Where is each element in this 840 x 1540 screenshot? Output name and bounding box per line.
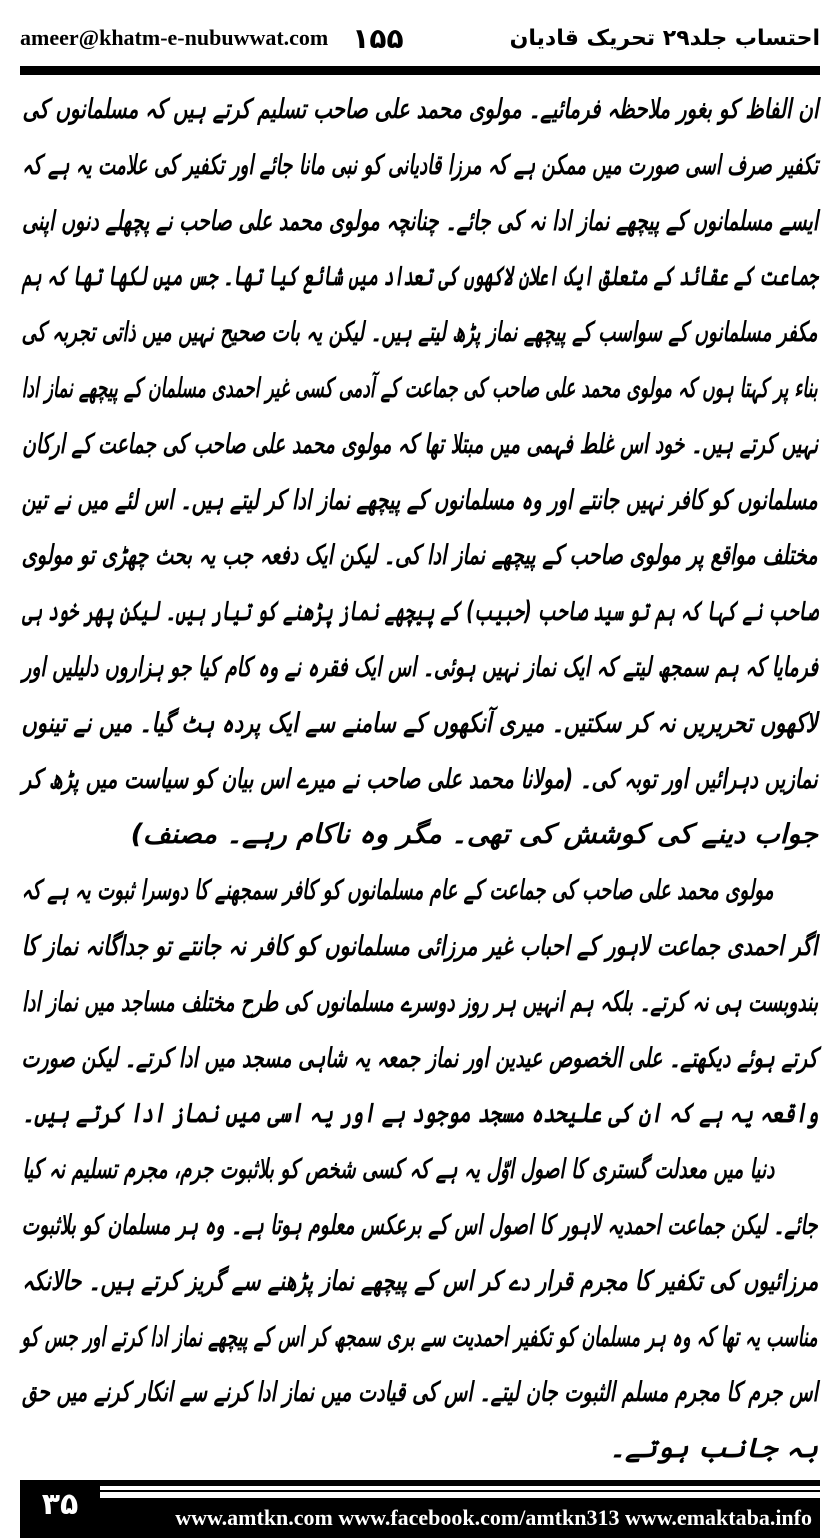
text-line bbox=[22, 1421, 818, 1477]
line-text: نہیں کرتے ہیں۔ خود اس غلط فہمی میں مبتلا تھا کہ مولوی محمد علی صاحب کی جماعت کے ارکان bbox=[22, 428, 818, 460]
line-text: لاکھوں تحریریں نہ کر سکتیں۔ میری آنکھوں کے سامنے سے ایک پردہ ہٹ گیا۔ میں نے تینوں bbox=[21, 707, 818, 739]
header-rule bbox=[20, 66, 820, 75]
line-text: فرمایا کہ ہم سمجھ لیتے کہ ایک نماز نہیں ہوئی۔ اس ایک فقرہ نے وہ کام کیا جو ہزاروں دلیلیں اور bbox=[22, 651, 818, 683]
text-line bbox=[22, 584, 818, 640]
page-header bbox=[20, 18, 820, 58]
text-line bbox=[22, 361, 818, 417]
line-text: جواب دینے کی کوشش کی تھی۔ مگر وہ ناکام رہے۔ مصنف) bbox=[130, 819, 818, 851]
text-line bbox=[22, 82, 818, 138]
line-text: جماعت کے عقائد کے متعلق ایک اعلان لاکھوں کی تعداد میں شائع کیا تھا۔ جس میں لکھا تھا کہ ہم bbox=[21, 261, 818, 293]
text-line bbox=[22, 640, 818, 696]
paragraph-start bbox=[22, 863, 818, 919]
line-text: مکفر مسلمانوں کے سواسب کے پیچھے نماز پڑھ لیتے ہیں۔ لیکن یہ بات صحیح نہیں میں ذاتی تجربہ کی bbox=[22, 317, 818, 349]
text-line bbox=[22, 1198, 818, 1254]
text-line bbox=[22, 807, 818, 863]
text-line bbox=[22, 975, 818, 1031]
text-line bbox=[22, 696, 818, 752]
text-line bbox=[22, 1310, 818, 1366]
line-text: مولوی محمد علی صاحب کی جماعت کے عام مسلمانوں کو کافر سمجھنے کا دوسرا ثبوت یہ ہے کہ bbox=[22, 875, 774, 907]
line-text: واقعہ یہ ہے کہ ان کی علیحدہ مسجد موجود ہے اور یہ اسی میں نماز ادا کرتے ہیں۔ bbox=[22, 1098, 818, 1130]
text-line bbox=[22, 919, 818, 975]
line-text: کرتے ہوئے دیکھتے۔ علی الخصوص عیدین اور نماز جمعہ یہ شاہی مسجد میں ادا کرتے۔ لیکن صورت bbox=[21, 1042, 818, 1074]
text-line bbox=[22, 473, 818, 529]
text-line bbox=[22, 1254, 818, 1310]
line-text: مناسب یہ تھا کہ وہ ہر مسلمان کو تکفیر احمدیت سے بری سمجھ کر اس کے پیچھے نماز ادا کرتے اور جس کو bbox=[21, 1321, 818, 1353]
text-line bbox=[22, 138, 818, 194]
line-text: بہ جانب ہوتے۔ bbox=[609, 1433, 818, 1465]
text-line bbox=[22, 305, 818, 361]
line-text: بندوبست ہی نہ کرتے۔ بلکہ ہم انہیں ہر روز دوسرے مسلمانوں کی طرح مختلف مساجد میں نماز ادا bbox=[21, 986, 818, 1018]
text-line bbox=[22, 1365, 818, 1421]
email-address: ameer@khatm-e-nubuwwat.com bbox=[20, 25, 329, 50]
paragraph-start bbox=[22, 1142, 818, 1198]
line-text: نمازیں دہرائیں اور توبہ کی۔ (مولانا محمد علی صاحب نے میرے اس بیان کو سیاست میں پڑھ کر bbox=[22, 763, 818, 795]
line-text: مسلمانوں کو کافر نہیں جانتے اور وہ مسلمانوں کے پیچھے نماز ادا کر لیتے ہیں۔ اس لئے میں نے تین bbox=[21, 484, 818, 516]
footer-urls: www.amtkn.com www.facebook.com/amtkn313 www.emaktaba.info bbox=[100, 1498, 820, 1538]
text-line bbox=[22, 752, 818, 808]
line-text: صاحب نے کہا کہ ہم تو سید صاحب (حبیب) کے پیچھے نماز پڑھنے کو تیار ہیں۔ لیکن پھر خود ہی bbox=[22, 596, 818, 628]
line-text: ایسے مسلمانوں کے پیچھے نماز ادا نہ کی جائے۔ چنانچہ مولوی محمد علی صاحب نے پچھلے دنوں اپنی bbox=[21, 205, 818, 237]
text-line bbox=[22, 194, 818, 250]
book-title: احتساب جلد۲۹ تحریک قادیان bbox=[509, 25, 820, 51]
line-text: جائے۔ لیکن جماعت احمدیہ لاہور کا اصول اس کے برعکس معلوم ہوتا ہے۔ وہ ہر مسلمان کو بلاثبوت bbox=[21, 1209, 818, 1241]
line-text: مختلف مواقع پر مولوی صاحب کے پیچھے نماز ادا کی۔ لیکن ایک دفعہ جب یہ بحث چھڑی تو مولوی bbox=[22, 540, 818, 572]
text-line bbox=[22, 1086, 818, 1142]
body-text bbox=[22, 82, 818, 1477]
page-footer bbox=[20, 1480, 820, 1538]
line-text: مرزائیوں کی تکفیر کا مجرم قرار دے کر اس کے پیچھے نماز پڑھنے سے گریز کرتے ہیں۔ حالانکہ bbox=[22, 1265, 818, 1297]
line-text: بناء پر کہتا ہوں کہ مولوی محمد علی صاحب کی جماعت کے آدمی کسی غیر احمدی مسلمان کے پیچھے نماز ادا bbox=[21, 372, 818, 404]
line-text: دنیا میں معدلت گستری کا اصول اوّل یہ ہے کہ کسی شخص کو بلاثبوت جرم، مجرم تسلیم نہ کیا bbox=[21, 1154, 774, 1186]
text-line bbox=[22, 249, 818, 305]
line-text: اگر احمدی جماعت لاہور کے احباب غیر مرزائی مسلمانوں کو کافر نہ جانتے تو جداگانہ نماز کا bbox=[22, 930, 818, 962]
line-text: تکفیر صرف اسی صورت میں ممکن ہے کہ مرزا قادیانی کو نبی مانا جائے اور تکفیر کی علامت یہ ہے کہ bbox=[21, 149, 818, 181]
text-line bbox=[22, 528, 818, 584]
footer-rule-thin bbox=[100, 1490, 820, 1492]
line-text: ان الفاظ کو بغور ملاحظہ فرمائیے۔ مولوی محمد علی صاحب تسلیم کرتے ہیں کہ مسلمانوں کی bbox=[22, 94, 818, 125]
page-number: ۱۵۵ bbox=[352, 21, 404, 55]
footer-page-number: ۳۵ bbox=[20, 1480, 100, 1538]
text-line bbox=[22, 417, 818, 473]
text-line bbox=[22, 1031, 818, 1087]
footer-rule bbox=[100, 1480, 820, 1486]
line-text: اس جرم کا مجرم مسلم الثبوت جان لیتے۔ اس کی قیادت میں نماز ادا کرنے سے انکار کرنے میں حق bbox=[21, 1377, 818, 1409]
